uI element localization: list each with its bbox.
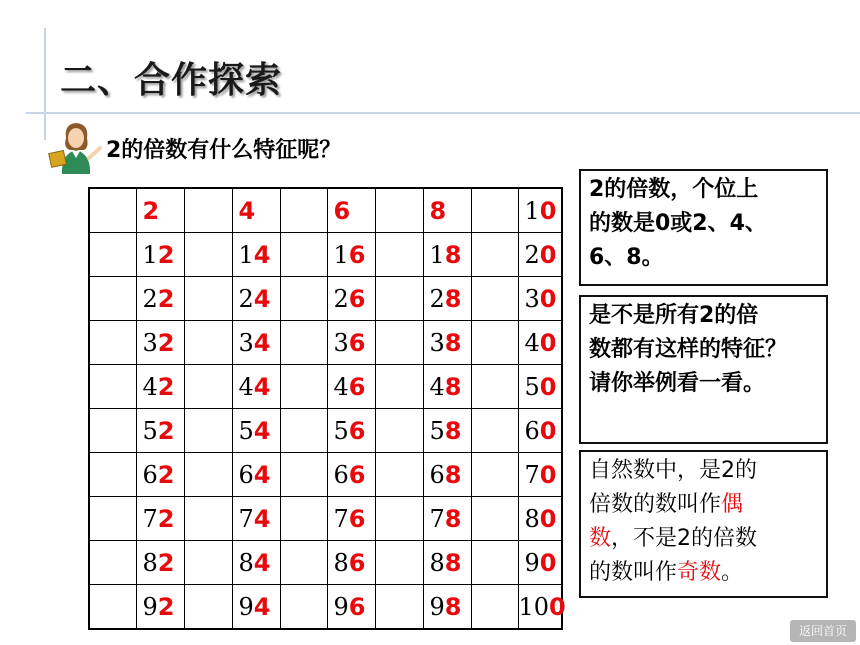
grid-number-cell bbox=[232, 453, 280, 497]
number-value bbox=[328, 373, 366, 401]
number-value bbox=[233, 593, 271, 621]
ones-digit: 6 bbox=[348, 416, 366, 445]
ones-digit: 6 bbox=[348, 504, 366, 533]
number-prefix: 4 bbox=[238, 372, 254, 401]
number-value bbox=[424, 593, 462, 621]
grid-number-cell bbox=[136, 365, 184, 409]
even-term: 偶 bbox=[721, 492, 744, 517]
number-value bbox=[519, 373, 557, 401]
grid-number-cell bbox=[136, 409, 184, 453]
grid-number-cell bbox=[232, 409, 280, 453]
grid-number-cell bbox=[136, 585, 184, 630]
grid-number-cell bbox=[423, 321, 471, 365]
grid-number-cell bbox=[423, 497, 471, 541]
number-value bbox=[424, 505, 462, 533]
grid-number-cell bbox=[136, 497, 184, 541]
ones-digit: 2 bbox=[157, 504, 175, 533]
number-prefix: 7 bbox=[238, 504, 254, 533]
grid-empty-cell bbox=[375, 585, 423, 630]
question-line: 数都有这样的特征？ bbox=[589, 337, 788, 362]
grid-number-cell bbox=[327, 365, 375, 409]
grid-number-cell bbox=[136, 233, 184, 277]
grid-empty-cell bbox=[280, 277, 327, 321]
number-prefix: 9 bbox=[333, 592, 349, 621]
grid-empty-cell bbox=[89, 585, 136, 630]
ones-digit: 2 bbox=[157, 372, 175, 401]
grid-number-cell bbox=[518, 453, 562, 497]
grid-empty-cell bbox=[280, 233, 327, 277]
definition-box bbox=[579, 450, 828, 598]
question-text: 2的倍数有什么特征呢？ bbox=[106, 138, 342, 163]
ones-digit: 6 bbox=[348, 372, 366, 401]
ones-digit: 2 bbox=[157, 284, 175, 313]
definition-text: 。 bbox=[721, 560, 744, 585]
grid-number-cell bbox=[232, 321, 280, 365]
number-value bbox=[519, 461, 557, 489]
ones-digit: 4 bbox=[253, 504, 271, 533]
ones-digit: 6 bbox=[348, 284, 366, 313]
grid-empty-cell bbox=[471, 585, 518, 630]
grid-number-cell bbox=[232, 277, 280, 321]
ones-digit: 2 bbox=[157, 240, 175, 269]
ones-digit: 6 bbox=[348, 548, 366, 577]
grid-empty-cell bbox=[471, 277, 518, 321]
number-value bbox=[137, 373, 175, 401]
number-value bbox=[233, 549, 271, 577]
ones-digit: 8 bbox=[444, 240, 462, 269]
number-prefix: 7 bbox=[524, 460, 540, 489]
number-value bbox=[233, 241, 271, 269]
grid-number-cell bbox=[518, 541, 562, 585]
grid-number-cell bbox=[232, 233, 280, 277]
grid-empty-cell bbox=[89, 409, 136, 453]
number-value bbox=[137, 417, 175, 445]
ones-digit: 8 bbox=[444, 372, 462, 401]
number-value bbox=[137, 549, 175, 577]
grid-number-cell bbox=[423, 409, 471, 453]
ones-digit: 4 bbox=[253, 372, 271, 401]
question-box bbox=[579, 295, 828, 444]
number-prefix: 2 bbox=[333, 284, 349, 313]
number-value bbox=[233, 197, 256, 225]
grid-number-cell bbox=[518, 585, 566, 630]
ones-digit: 4 bbox=[253, 416, 271, 445]
grid-empty-cell bbox=[280, 365, 327, 409]
grid-number-cell bbox=[327, 541, 375, 585]
ones-digit: 6 bbox=[348, 328, 366, 357]
number-prefix: 1 bbox=[429, 240, 445, 269]
grid-number-cell bbox=[327, 585, 375, 630]
definition-text: ，不是2的倍数 bbox=[611, 526, 758, 551]
grid-number-cell bbox=[327, 453, 375, 497]
grid-number-cell bbox=[518, 188, 562, 233]
number-prefix: 4 bbox=[429, 372, 445, 401]
grid-empty-cell bbox=[471, 409, 518, 453]
ones-digit: 0 bbox=[539, 548, 557, 577]
number-value bbox=[328, 505, 366, 533]
number-value bbox=[424, 197, 447, 225]
grid-row bbox=[89, 585, 562, 630]
ones-digit: 8 bbox=[444, 416, 462, 445]
grid-number-cell bbox=[423, 233, 471, 277]
grid-number-cell bbox=[518, 277, 562, 321]
number-value bbox=[137, 285, 175, 313]
number-value bbox=[137, 197, 160, 225]
number-prefix: 3 bbox=[238, 328, 254, 357]
number-value bbox=[233, 417, 271, 445]
definition-line: 自然数中，是2的 bbox=[589, 458, 757, 483]
grid-empty-cell bbox=[89, 233, 136, 277]
number-value bbox=[137, 329, 175, 357]
ones-digit: 4 bbox=[253, 284, 271, 313]
ones-digit: 4 bbox=[253, 548, 271, 577]
number-value bbox=[519, 197, 557, 225]
number-value bbox=[233, 285, 271, 313]
number-prefix: 6 bbox=[333, 460, 349, 489]
ones-digit: 8 bbox=[444, 284, 462, 313]
number-value bbox=[233, 373, 271, 401]
grid-number-cell bbox=[518, 233, 562, 277]
number-prefix: 6 bbox=[429, 460, 445, 489]
number-prefix: 2 bbox=[429, 284, 445, 313]
number-value bbox=[137, 593, 175, 621]
grid-empty-cell bbox=[89, 321, 136, 365]
grid-empty-cell bbox=[280, 541, 327, 585]
ones-digit: 0 bbox=[539, 196, 557, 225]
grid-empty-cell bbox=[375, 233, 423, 277]
number-prefix: 8 bbox=[142, 548, 158, 577]
grid-empty-cell bbox=[471, 541, 518, 585]
grid-empty-cell bbox=[184, 585, 232, 630]
number-prefix: 9 bbox=[142, 592, 158, 621]
grid-number-cell bbox=[518, 409, 562, 453]
number-value bbox=[137, 241, 175, 269]
number-value bbox=[328, 241, 366, 269]
grid-empty-cell bbox=[471, 497, 518, 541]
grid-number-cell bbox=[423, 541, 471, 585]
grid-empty-cell bbox=[280, 585, 327, 630]
ones-digit: 2 bbox=[142, 196, 160, 225]
grid-empty-cell bbox=[471, 453, 518, 497]
grid-empty-cell bbox=[89, 188, 136, 233]
grid-row bbox=[89, 497, 562, 541]
number-prefix: 4 bbox=[524, 328, 540, 357]
number-prefix: 3 bbox=[142, 328, 158, 357]
ones-digit: 6 bbox=[348, 240, 366, 269]
number-value bbox=[519, 505, 557, 533]
grid-empty-cell bbox=[184, 233, 232, 277]
feature-line: 的数是0或2、4、 bbox=[589, 211, 767, 236]
number-prefix: 3 bbox=[524, 284, 540, 313]
number-value bbox=[424, 241, 462, 269]
number-prefix: 6 bbox=[238, 460, 254, 489]
grid-number-cell bbox=[518, 321, 562, 365]
ones-digit: 4 bbox=[238, 196, 256, 225]
ones-digit: 2 bbox=[157, 548, 175, 577]
number-prefix: 5 bbox=[524, 372, 540, 401]
even-term-end: 数 bbox=[589, 526, 612, 551]
ones-digit: 0 bbox=[539, 416, 557, 445]
grid-row bbox=[89, 365, 562, 409]
multiples-grid bbox=[88, 187, 566, 630]
definition-text: 倍数的数叫作 bbox=[589, 492, 722, 517]
number-prefix: 4 bbox=[333, 372, 349, 401]
grid-empty-cell bbox=[471, 188, 518, 233]
number-prefix: 2 bbox=[142, 284, 158, 313]
number-prefix: 5 bbox=[429, 416, 445, 445]
grid-empty-cell bbox=[184, 321, 232, 365]
number-value bbox=[519, 329, 557, 357]
grid-number-cell bbox=[423, 365, 471, 409]
feature-line: 2的倍数，个位上 bbox=[589, 177, 759, 202]
grid-empty-cell bbox=[89, 365, 136, 409]
ones-digit: 0 bbox=[539, 504, 557, 533]
number-prefix: 8 bbox=[429, 548, 445, 577]
number-prefix: 7 bbox=[333, 504, 349, 533]
decor-horizontal-line bbox=[26, 112, 860, 114]
number-value bbox=[137, 505, 175, 533]
grid-row bbox=[89, 233, 562, 277]
ones-digit: 8 bbox=[444, 504, 462, 533]
number-value bbox=[424, 461, 462, 489]
number-prefix: 3 bbox=[333, 328, 349, 357]
question-line: 是不是所有2的倍 bbox=[589, 303, 759, 328]
number-value bbox=[233, 329, 271, 357]
number-value bbox=[424, 417, 462, 445]
number-value bbox=[233, 505, 271, 533]
number-value bbox=[424, 373, 462, 401]
grid-row bbox=[89, 321, 562, 365]
grid-number-cell bbox=[327, 277, 375, 321]
number-prefix: 8 bbox=[333, 548, 349, 577]
ones-digit: 0 bbox=[539, 240, 557, 269]
ones-digit: 8 bbox=[429, 196, 447, 225]
teacher-avatar-icon bbox=[48, 118, 104, 174]
number-value bbox=[328, 197, 351, 225]
grid-empty-cell bbox=[184, 453, 232, 497]
number-value bbox=[424, 329, 462, 357]
grid-number-cell bbox=[136, 188, 184, 233]
number-value bbox=[233, 461, 271, 489]
number-prefix: 2 bbox=[524, 240, 540, 269]
grid-number-cell bbox=[423, 585, 471, 630]
number-prefix: 5 bbox=[142, 416, 158, 445]
grid-empty-cell bbox=[89, 453, 136, 497]
number-value bbox=[137, 461, 175, 489]
grid-empty-cell bbox=[184, 277, 232, 321]
page-title: 二、合作探索 bbox=[60, 60, 283, 101]
ones-digit: 2 bbox=[157, 592, 175, 621]
ones-digit: 6 bbox=[348, 460, 366, 489]
grid-empty-cell bbox=[280, 321, 327, 365]
number-prefix: 9 bbox=[238, 592, 254, 621]
ones-digit: 6 bbox=[333, 196, 351, 225]
definition-text: 的数叫作 bbox=[589, 560, 678, 585]
grid-row bbox=[89, 409, 562, 453]
number-prefix: 1 bbox=[524, 196, 540, 225]
grid-row bbox=[89, 188, 562, 233]
number-prefix: 6 bbox=[524, 416, 540, 445]
grid-empty-cell bbox=[375, 188, 423, 233]
number-value bbox=[328, 549, 366, 577]
grid-empty-cell bbox=[280, 453, 327, 497]
number-prefix: 7 bbox=[429, 504, 445, 533]
grid-row bbox=[89, 277, 562, 321]
ones-digit: 8 bbox=[444, 592, 462, 621]
number-value bbox=[519, 417, 557, 445]
grid-empty-cell bbox=[471, 233, 518, 277]
grid-number-cell bbox=[136, 277, 184, 321]
number-prefix: 5 bbox=[238, 416, 254, 445]
ones-digit: 2 bbox=[157, 460, 175, 489]
grid-empty-cell bbox=[375, 321, 423, 365]
number-value bbox=[519, 593, 566, 621]
number-value bbox=[328, 461, 366, 489]
number-value bbox=[424, 549, 462, 577]
grid-number-cell bbox=[232, 585, 280, 630]
odd-term: 奇数 bbox=[677, 560, 722, 585]
grid-number-cell bbox=[327, 497, 375, 541]
grid-number-cell bbox=[518, 497, 562, 541]
grid-empty-cell bbox=[471, 321, 518, 365]
ones-digit: 0 bbox=[539, 372, 557, 401]
definition-line bbox=[589, 522, 820, 556]
grid-empty-cell bbox=[89, 497, 136, 541]
grid-empty-cell bbox=[89, 541, 136, 585]
ones-digit: 2 bbox=[157, 416, 175, 445]
grid-empty-cell bbox=[184, 541, 232, 585]
ones-digit: 4 bbox=[253, 240, 271, 269]
grid-empty-cell bbox=[375, 541, 423, 585]
definition-line bbox=[589, 488, 820, 522]
grid-number-cell bbox=[232, 365, 280, 409]
number-prefix: 9 bbox=[429, 592, 445, 621]
number-prefix: 10 bbox=[518, 592, 550, 621]
grid-number-cell bbox=[327, 409, 375, 453]
number-value bbox=[519, 285, 557, 313]
ones-digit: 0 bbox=[539, 284, 557, 313]
ones-digit: 8 bbox=[444, 328, 462, 357]
question-line: 请你举例看一看。 bbox=[589, 371, 766, 396]
ones-digit: 8 bbox=[444, 548, 462, 577]
grid-number-cell bbox=[327, 233, 375, 277]
grid-number-cell bbox=[423, 453, 471, 497]
ones-digit: 8 bbox=[444, 460, 462, 489]
grid-number-cell bbox=[518, 365, 562, 409]
number-prefix: 1 bbox=[142, 240, 158, 269]
grid-number-cell bbox=[327, 188, 375, 233]
grid-row bbox=[89, 453, 562, 497]
grid-empty-cell bbox=[280, 188, 327, 233]
decor-vertical-line bbox=[44, 28, 46, 140]
ones-digit: 0 bbox=[539, 460, 557, 489]
grid-empty-cell bbox=[375, 277, 423, 321]
grid-number-cell bbox=[423, 277, 471, 321]
number-prefix: 4 bbox=[142, 372, 158, 401]
grid-number-cell bbox=[136, 541, 184, 585]
number-value bbox=[519, 549, 557, 577]
grid-empty-cell bbox=[280, 497, 327, 541]
feature-box bbox=[579, 169, 828, 286]
grid-empty-cell bbox=[184, 365, 232, 409]
grid-number-cell bbox=[232, 188, 280, 233]
grid-number-cell bbox=[232, 497, 280, 541]
number-value bbox=[519, 241, 557, 269]
number-prefix: 1 bbox=[333, 240, 349, 269]
number-prefix: 1 bbox=[238, 240, 254, 269]
ones-digit: 6 bbox=[348, 592, 366, 621]
number-prefix: 3 bbox=[429, 328, 445, 357]
number-prefix: 5 bbox=[333, 416, 349, 445]
grid-empty-cell bbox=[375, 365, 423, 409]
number-prefix: 9 bbox=[524, 548, 540, 577]
ones-digit: 4 bbox=[253, 460, 271, 489]
grid-number-cell bbox=[136, 321, 184, 365]
grid-number-cell bbox=[232, 541, 280, 585]
grid-empty-cell bbox=[375, 497, 423, 541]
number-prefix: 6 bbox=[142, 460, 158, 489]
ones-digit: 4 bbox=[253, 328, 271, 357]
grid-number-cell bbox=[136, 453, 184, 497]
feature-line: 6、8。 bbox=[589, 245, 664, 270]
grid-empty-cell bbox=[471, 365, 518, 409]
number-prefix: 7 bbox=[142, 504, 158, 533]
grid-row bbox=[89, 541, 562, 585]
number-value bbox=[328, 593, 366, 621]
grid-empty-cell bbox=[184, 188, 232, 233]
grid-empty-cell bbox=[280, 409, 327, 453]
grid-empty-cell bbox=[375, 409, 423, 453]
number-value bbox=[328, 417, 366, 445]
ones-digit: 4 bbox=[253, 592, 271, 621]
number-value bbox=[328, 329, 366, 357]
number-prefix: 8 bbox=[238, 548, 254, 577]
definition-line bbox=[589, 556, 820, 590]
grid-empty-cell bbox=[89, 277, 136, 321]
grid-empty-cell bbox=[184, 497, 232, 541]
number-prefix: 8 bbox=[524, 504, 540, 533]
number-prefix: 2 bbox=[238, 284, 254, 313]
number-value bbox=[424, 285, 462, 313]
ones-digit: 0 bbox=[539, 328, 557, 357]
ones-digit: 0 bbox=[549, 592, 566, 621]
grid-number-cell bbox=[327, 321, 375, 365]
number-value bbox=[328, 285, 366, 313]
grid-empty-cell bbox=[375, 453, 423, 497]
grid-number-cell bbox=[423, 188, 471, 233]
grid-empty-cell bbox=[184, 409, 232, 453]
ones-digit: 2 bbox=[157, 328, 175, 357]
back-home-button[interactable]: 返回首页 bbox=[790, 620, 856, 642]
